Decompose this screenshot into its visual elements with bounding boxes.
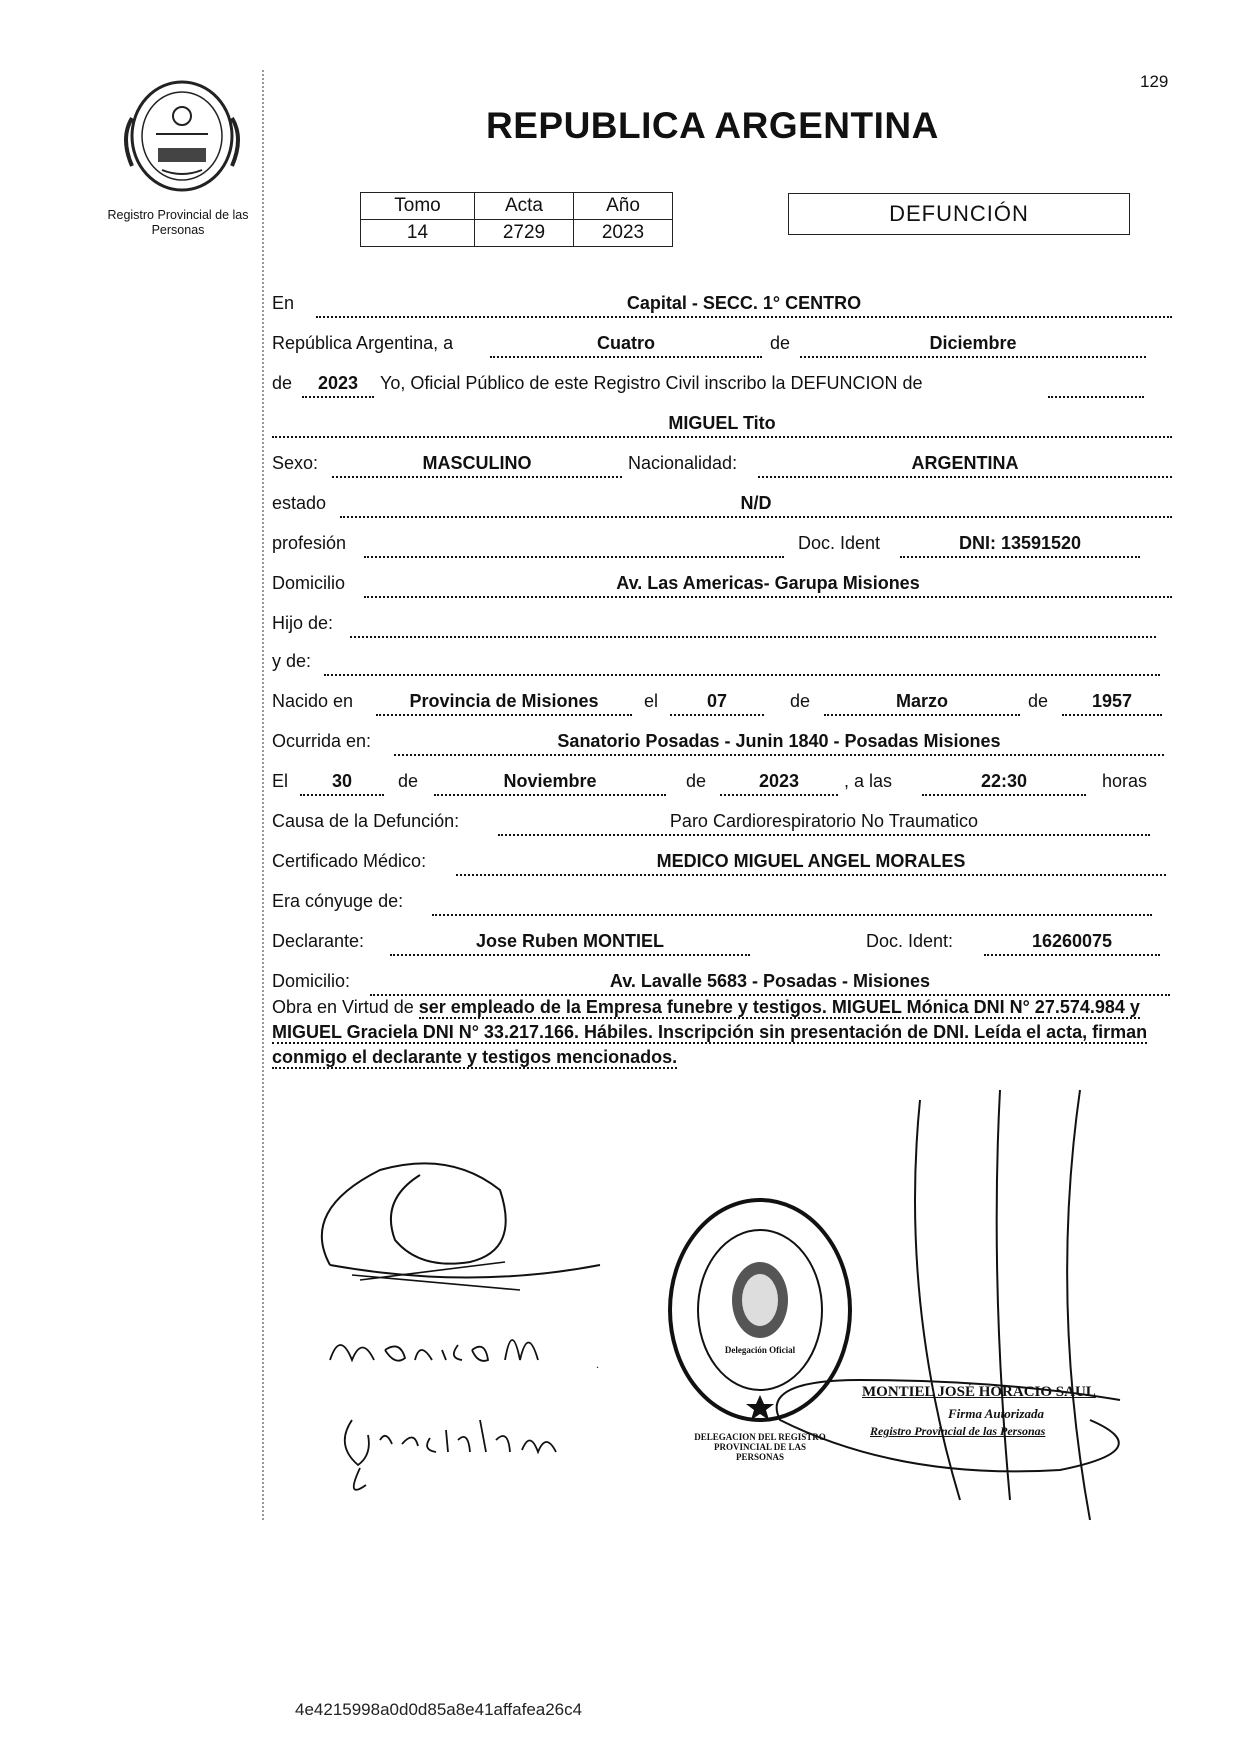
field-declarante: Jose Ruben MONTIEL bbox=[390, 930, 750, 956]
field-domicilio: Av. Las Americas- Garupa Misiones bbox=[364, 572, 1172, 598]
field-certificado: MEDICO MIGUEL ANGEL MORALES bbox=[456, 850, 1166, 876]
label-nacionalidad: Nacionalidad: bbox=[628, 453, 738, 473]
document-type-box: DEFUNCIÓN bbox=[788, 193, 1130, 235]
table-value-anio: 2023 bbox=[574, 220, 673, 247]
field-nacionalidad: ARGENTINA bbox=[758, 452, 1172, 478]
label-sexo: Sexo: bbox=[272, 453, 319, 473]
registry-name: Registro Provincial de las Personas bbox=[107, 208, 249, 237]
field-nacido-mes: Marzo bbox=[824, 690, 1020, 716]
official-seal bbox=[670, 1200, 850, 1420]
field-sexo: MASCULINO bbox=[332, 452, 622, 478]
field-month: Diciembre bbox=[800, 332, 1146, 358]
label-nacido: Nacido en bbox=[272, 691, 354, 711]
field-nacido-lugar: Provincia de Misiones bbox=[376, 690, 632, 716]
label-profesion: profesión bbox=[272, 533, 347, 553]
field-doc-ident: DNI: 13591520 bbox=[900, 532, 1140, 558]
label-domicilio-declarante: Domicilio: bbox=[272, 971, 351, 991]
field-causa: Paro Cardiorespiratorio No Traumatico bbox=[498, 810, 1150, 836]
declarant-signature bbox=[322, 1163, 600, 1277]
field-deceased-name: MIGUEL Tito bbox=[272, 412, 1172, 438]
label-de: de bbox=[686, 771, 707, 791]
label-conyuge: Era cónyuge de: bbox=[272, 891, 404, 911]
label-republica: República Argentina, a bbox=[272, 333, 454, 353]
field-nacido-dia: 07 bbox=[670, 690, 764, 716]
table-header-anio: Año bbox=[574, 193, 673, 220]
field-muerte-anio: 2023 bbox=[720, 770, 838, 796]
field-muerte-hora: 22:30 bbox=[922, 770, 1086, 796]
witness2-signature-strokes bbox=[345, 1420, 556, 1490]
label-doc-ident-declarante: Doc. Ident: bbox=[866, 931, 954, 951]
field-domicilio-declarante: Av. Lavalle 5683 - Posadas - Misiones bbox=[370, 970, 1170, 996]
label-el: el bbox=[644, 691, 659, 711]
label-de: de bbox=[272, 373, 293, 393]
officer-name: MONTIEL JOSÉ HORACIO SAUL bbox=[862, 1384, 1096, 1400]
label-de: de bbox=[398, 771, 419, 791]
field-ocurrida: Sanatorio Posadas - Junin 1840 - Posadas Misiones bbox=[394, 730, 1164, 756]
obra-prefix: Obra en Virtud de bbox=[272, 997, 414, 1017]
seal-inner-text: Delegación Oficial bbox=[724, 1345, 796, 1355]
table-value-acta: 2729 bbox=[475, 220, 574, 247]
label-en: En bbox=[272, 293, 295, 313]
field-estado: N/D bbox=[340, 492, 1172, 518]
witness1-signature-strokes bbox=[330, 1340, 538, 1361]
field-nacido-anio: 1957 bbox=[1062, 690, 1162, 716]
label-estado: estado bbox=[272, 493, 327, 513]
field-doc-ident-declarante: 16260075 bbox=[984, 930, 1160, 956]
footer-hash: 4e4215998a0d0d85a8e41affafea26c4 bbox=[295, 1700, 583, 1719]
table-value-tomo: 14 bbox=[361, 220, 475, 247]
label-domicilio: Domicilio bbox=[272, 573, 346, 593]
label-certificado: Certificado Médico: bbox=[272, 851, 427, 871]
label-hijo: Hijo de: bbox=[272, 613, 334, 633]
table-header-tomo: Tomo bbox=[361, 193, 475, 220]
label-ocurrida: Ocurrida en: bbox=[272, 731, 372, 751]
field-muerte-mes: Noviembre bbox=[434, 770, 666, 796]
label-de: de bbox=[1028, 691, 1049, 711]
page-number: 129 bbox=[1140, 72, 1169, 91]
table-header-acta: Acta bbox=[475, 193, 574, 220]
field-year: 2023 bbox=[302, 372, 374, 398]
field-en: Capital - SECC. 1° CENTRO bbox=[316, 292, 1172, 318]
label-horas: horas bbox=[1102, 771, 1148, 791]
field-day-word: Cuatro bbox=[490, 332, 762, 358]
label-declarante: Declarante: bbox=[272, 931, 365, 951]
label-inscribo: Yo, Oficial Público de este Registro Civil inscribo la DEFUNCION de bbox=[380, 373, 923, 393]
label-causa: Causa de la Defunción: bbox=[272, 811, 460, 831]
label-el: El bbox=[272, 771, 289, 791]
label-de: de bbox=[790, 691, 811, 711]
field-muerte-dia: 30 bbox=[300, 770, 384, 796]
officer-role: Firma Autorizada bbox=[948, 1406, 1044, 1421]
svg-text:.: . bbox=[596, 1357, 599, 1371]
label-de: de bbox=[770, 333, 791, 353]
label-alas: , a las bbox=[844, 771, 893, 791]
obra-body: ser empleado de la Empresa funebre y testigos. MIGUEL Mónica DNI N° 27.574.984 y MIGUEL Graciela DNI N° 33.217.166. Hábiles. Inscripción sin presentación de DNI. Leída el acta, firman conmigo el declarante y testigos mencionados. bbox=[272, 997, 1148, 1067]
label-yde: y de: bbox=[272, 651, 312, 671]
officer-registry: Registro Provincial de las Personas bbox=[870, 1424, 1046, 1438]
page-title: REPUBLICA ARGENTINA bbox=[486, 105, 939, 146]
seal-outer-text: DELEGACION DEL REGISTRO PROVINCIAL DE LAS PERSONAS bbox=[694, 1432, 826, 1462]
label-doc-ident: Doc. Ident bbox=[798, 533, 881, 553]
